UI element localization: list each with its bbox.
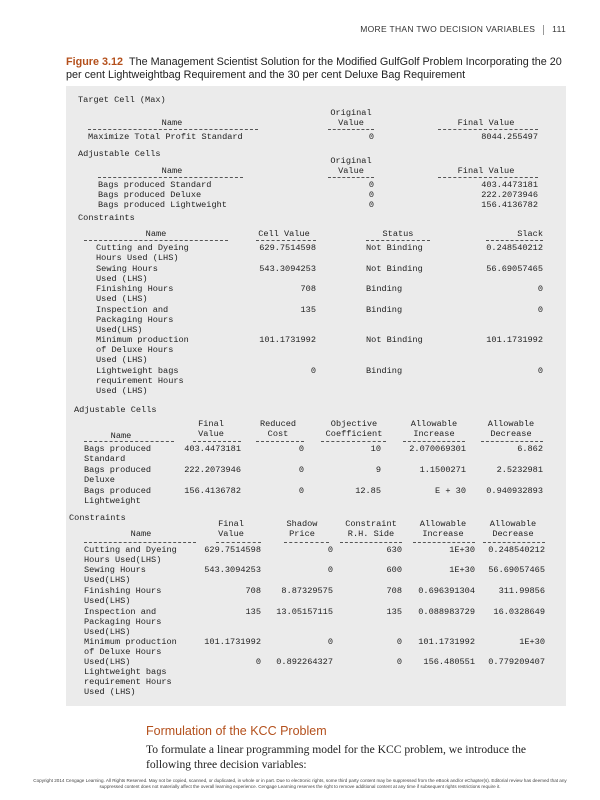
- constraints-sens-rhs-underline: [340, 542, 402, 543]
- solver-printout: [66, 86, 566, 706]
- constraints-top-row-cell-value: 101.1731992: [259, 335, 316, 345]
- section-body: To formulate a linear programming model for the KCC problem, we introduce the following three decision variables:: [146, 743, 527, 771]
- constraints-top-status-underline: [366, 240, 430, 241]
- adjustable-sens-col-objective: Objective Coefficient: [325, 419, 383, 439]
- constraints-sens-dec-underline: [483, 542, 545, 543]
- adjustable-sens-row-allow-dec: 0.940932893: [486, 486, 543, 496]
- constraints-top-row-status: Not Binding: [366, 335, 423, 345]
- adjustable-top-name-underline: [98, 177, 243, 178]
- adjustable-sens-row-final: 403.4473181: [184, 444, 241, 454]
- running-head-title: MORE THAN TWO DECISION VARIABLES: [360, 24, 536, 34]
- adjustable-sens-row-allow-dec: 2.5232981: [496, 465, 543, 475]
- constraints-sens-row-rhs: 630: [386, 545, 402, 555]
- constraints-sens-row-name: Minimum production of Deluxe Hours: [84, 637, 177, 657]
- adjustable-sens-row-allow-dec: 6.862: [517, 444, 543, 454]
- constraints-sens-row-shadow: 0.892264327: [276, 657, 333, 667]
- constraints-top-row-slack: 0: [537, 284, 543, 294]
- constraints-sens-row-final: 708: [245, 586, 261, 596]
- constraints-sens-row-allow-dec: 0.248540212: [488, 545, 545, 555]
- constraints-sens-row-name: Cutting and Dyeing Hours Used(LHS): [84, 545, 177, 565]
- constraints-sens-col-name: Name: [130, 529, 152, 539]
- adjustable-top-row-name: Bags produced Lightweight: [98, 200, 227, 210]
- figure-number: Figure 3.12: [66, 56, 124, 68]
- constraints-top-row-slack: 0.248540212: [486, 243, 543, 253]
- constraints-top-row-name: Finishing Hours Used (LHS): [96, 284, 174, 304]
- adjustable-sens-col-reduced: Reduced Cost: [259, 419, 297, 439]
- adjustable-top-row-name: Bags produced Deluxe: [98, 190, 202, 200]
- adjustable-sens-name-underline: [84, 441, 174, 442]
- constraints-sens-row-final: 543.3094253: [204, 565, 261, 575]
- constraints-sens-row-allow-inc: 156.480551: [423, 657, 475, 667]
- constraints-sens-row-allow-inc: 1E+30: [449, 545, 475, 555]
- constraints-sens-header: Constraints: [69, 513, 126, 523]
- constraints-sens-row-name: Inspection and Packaging Hours Used(LHS): [84, 607, 162, 637]
- running-head: [360, 24, 566, 35]
- constraints-top-row-name: Sewing Hours Used (LHS): [96, 264, 158, 284]
- constraints-sens-row-allow-inc: 1E+30: [449, 565, 475, 575]
- constraints-sens-row-rhs: 708: [386, 586, 402, 596]
- constraints-top-row-name: Inspection and Packaging Hours Used(LHS): [96, 305, 174, 335]
- target-cell-header: Target Cell (Max): [78, 95, 166, 105]
- adjustable-top-row-final: 403.4473181: [481, 180, 538, 190]
- adjustable-sens-inc-underline: [403, 441, 465, 442]
- constraints-top-row-name: Lightweight bags requirement Hours Used (LHS): [96, 366, 184, 396]
- constraints-top-cell-underline: [256, 240, 316, 241]
- adjustable-sens-row-name: Bags produced Lightweight: [84, 486, 152, 506]
- section-heading: Formulation of the KCC Problem: [146, 724, 327, 738]
- adjustable-sens-objective-underline: [321, 441, 386, 442]
- constraints-top-col-slack: Slack: [517, 229, 543, 239]
- copyright-notice: Copyright 2014 Cengage Learning. All Rights Reserved. May not be copied, scanned, or duplicated, in whole or in part. Due to electronic rights, some third party content may be suppressed from the eBook and/or eChapter(s). Editorial review has deemed that any suppressed content does not materially affect the overall learning experience. Cengage Learning reserves the right to remove additional content at any time if subsequent rights restrictions require it.: [33, 778, 567, 789]
- adjustable-sens-row-allow-inc: 1.1500271: [419, 465, 466, 475]
- adjustable-top-original-underline: [328, 177, 374, 178]
- constraints-top-row-slack: 56.69057465: [486, 264, 543, 274]
- target-col-name: Name: [161, 118, 183, 128]
- adjustable-sens-col-allow-inc: Allowable Increase: [410, 419, 458, 439]
- adjustable-sens-row-objective: 10: [370, 444, 381, 454]
- adjustable-sens-final-underline: [193, 441, 241, 442]
- constraints-sens-row-final: 101.1731992: [204, 637, 261, 647]
- constraints-top-row-cell-value: 629.7514598: [259, 243, 316, 253]
- target-row-name: Maximize Total Profit Standard: [88, 132, 243, 142]
- adjustable-sens-reduced-underline: [256, 441, 304, 442]
- adjustable-sens-row-reduced: 0: [298, 465, 304, 475]
- target-name-underline: [88, 129, 258, 130]
- adjustable-sens-row-allow-inc: E + 30: [435, 486, 466, 496]
- constraints-top-row-slack: 0: [537, 366, 543, 376]
- constraints-sens-final-underline: [216, 542, 261, 543]
- constraints-sens-name-underline: [84, 542, 196, 543]
- adjustable-sens-col-allow-dec: Allowable Decrease: [487, 419, 535, 439]
- figure-caption-text: The Management Scientist Solution for the Modified GulfGolf Problem Incorporating the 20 per cent Lightweightbag Requirement and the 30 per cent Deluxe Bag Requirement: [66, 56, 562, 81]
- constraints-sens-row-allow-inc: 0.696391304: [418, 586, 475, 596]
- adjustable-top-row-name: Bags produced Standard: [98, 180, 212, 190]
- adjustable-sens-row-objective: 12.85: [355, 486, 381, 496]
- adjustable-top-col-final: Final Value: [457, 166, 515, 176]
- adjustable-top-row-original: 0: [368, 180, 374, 190]
- adjustable-top-header: Adjustable Cells: [78, 149, 161, 159]
- constraints-top-row-cell-value: 135: [300, 305, 316, 315]
- constraints-top-header: Constraints: [78, 213, 135, 223]
- target-original-underline: [328, 129, 374, 130]
- constraints-top-col-name: Name: [145, 229, 167, 239]
- constraints-sens-row-allow-dec: 56.69057465: [488, 565, 545, 575]
- adjustable-sens-row-reduced: 0: [298, 444, 304, 454]
- adjustable-top-row-final: 222.2073946: [481, 190, 538, 200]
- target-final-underline: [438, 129, 538, 130]
- adjustable-sens-row-objective: 9: [375, 465, 381, 475]
- constraints-sens-row-name: Sewing Hours Used(LHS): [84, 565, 146, 585]
- constraints-sens-row-shadow: 0: [327, 565, 333, 575]
- adjustable-sens-row-final: 156.4136782: [184, 486, 241, 496]
- constraints-sens-row-allow-dec: 0.779209407: [488, 657, 545, 667]
- figure-caption: [66, 56, 566, 82]
- constraints-sens-row-allow-inc: 0.088983729: [418, 607, 475, 617]
- constraints-top-row-slack: 0: [537, 305, 543, 315]
- adjustable-top-row-final: 156.4136782: [481, 200, 538, 210]
- target-col-final: Final Value: [457, 118, 515, 128]
- constraints-top-row-slack: 101.1731992: [486, 335, 543, 345]
- constraints-sens-row-rhs: 0: [396, 657, 402, 667]
- constraints-sens-row-final: 0: [255, 657, 261, 667]
- constraints-sens-row-allow-inc: 101.1731992: [418, 637, 475, 647]
- constraints-top-row-status: Not Binding: [366, 264, 423, 274]
- adjustable-top-col-name: Name: [161, 166, 183, 176]
- adjustable-top-row-original: 0: [368, 190, 374, 200]
- constraints-sens-col-shadow: Shadow Price: [286, 519, 318, 539]
- constraints-sens-row-shadow: 13.05157115: [276, 607, 333, 617]
- target-col-original-2: Value: [338, 118, 364, 128]
- running-head-divider: [543, 25, 544, 35]
- constraints-sens-row-allow-dec: 16.0328649: [493, 607, 545, 617]
- constraints-sens-row-allow-dec: 1E+30: [519, 637, 545, 647]
- constraints-sens-row-name: Finishing Hours Used(LHS): [84, 586, 162, 606]
- adjustable-top-final-underline: [438, 177, 538, 178]
- constraints-sens-col-allow-inc: Allowable Increase: [419, 519, 467, 539]
- constraints-sens-row-shadow: 0: [327, 637, 333, 647]
- constraints-sens-row-final: 629.7514598: [204, 545, 261, 555]
- adjustable-sens-col-final: Final Value: [198, 419, 224, 439]
- constraints-sens-shadow-underline: [284, 542, 329, 543]
- target-row-original: 0: [368, 132, 374, 142]
- constraints-sens-row-shadow: 0: [327, 545, 333, 555]
- constraints-sens-inc-underline: [413, 542, 475, 543]
- adjustable-sens-header: Adjustable Cells: [74, 405, 157, 415]
- constraints-sens-row-allow-dec: 311.99856: [498, 586, 545, 596]
- constraints-top-row-name: Minimum production of Deluxe Hours Used (LHS): [96, 335, 189, 365]
- constraints-top-row-status: Not Binding: [366, 243, 423, 253]
- constraints-top-name-underline: [84, 240, 228, 241]
- constraints-sens-row-name: Used(LHS) Lightweight bags requirement Hours Used (LHS): [84, 657, 172, 697]
- adjustable-top-row-original: 0: [368, 200, 374, 210]
- adjustable-sens-row-allow-inc: 2.070069301: [409, 444, 466, 454]
- constraints-top-row-name: Cutting and Dyeing Hours Used (LHS): [96, 243, 189, 263]
- constraints-sens-col-final: Final Value: [218, 519, 244, 539]
- adjustable-sens-row-name: Bags produced Standard: [84, 444, 152, 464]
- target-col-original-1: Original: [330, 108, 372, 118]
- constraints-sens-row-final: 135: [245, 607, 261, 617]
- constraints-sens-row-shadow: 8.87329575: [281, 586, 333, 596]
- constraints-top-row-cell-value: 543.3094253: [259, 264, 316, 274]
- adjustable-sens-row-final: 222.2073946: [184, 465, 241, 475]
- constraints-sens-row-rhs: 0: [396, 637, 402, 647]
- constraints-sens-row-rhs: 600: [386, 565, 402, 575]
- adjustable-sens-col-name: Name: [110, 431, 132, 441]
- constraints-top-row-cell-value: 0: [310, 366, 316, 376]
- page-number: 111: [552, 24, 566, 34]
- constraints-sens-col-allow-dec: Allowable Decrease: [489, 519, 537, 539]
- constraints-top-row-status: Binding: [366, 366, 403, 376]
- constraints-sens-col-rhs: Constraint R.H. Side: [345, 519, 397, 539]
- constraints-top-slack-underline: [486, 240, 543, 241]
- constraints-top-col-cell-value: Cell Value: [258, 229, 310, 239]
- adjustable-top-col-original-1: Original: [330, 156, 372, 166]
- adjustable-sens-row-reduced: 0: [298, 486, 304, 496]
- target-row-final: 8044.255497: [481, 132, 538, 142]
- constraints-top-row-status: Binding: [366, 305, 403, 315]
- adjustable-sens-dec-underline: [481, 441, 543, 442]
- constraints-top-row-status: Binding: [366, 284, 403, 294]
- adjustable-top-col-original-2: Value: [338, 166, 364, 176]
- constraints-sens-row-rhs: 135: [386, 607, 402, 617]
- adjustable-sens-row-name: Bags produced Deluxe: [84, 465, 152, 485]
- constraints-top-col-status: Status: [382, 229, 414, 239]
- constraints-top-row-cell-value: 708: [300, 284, 316, 294]
